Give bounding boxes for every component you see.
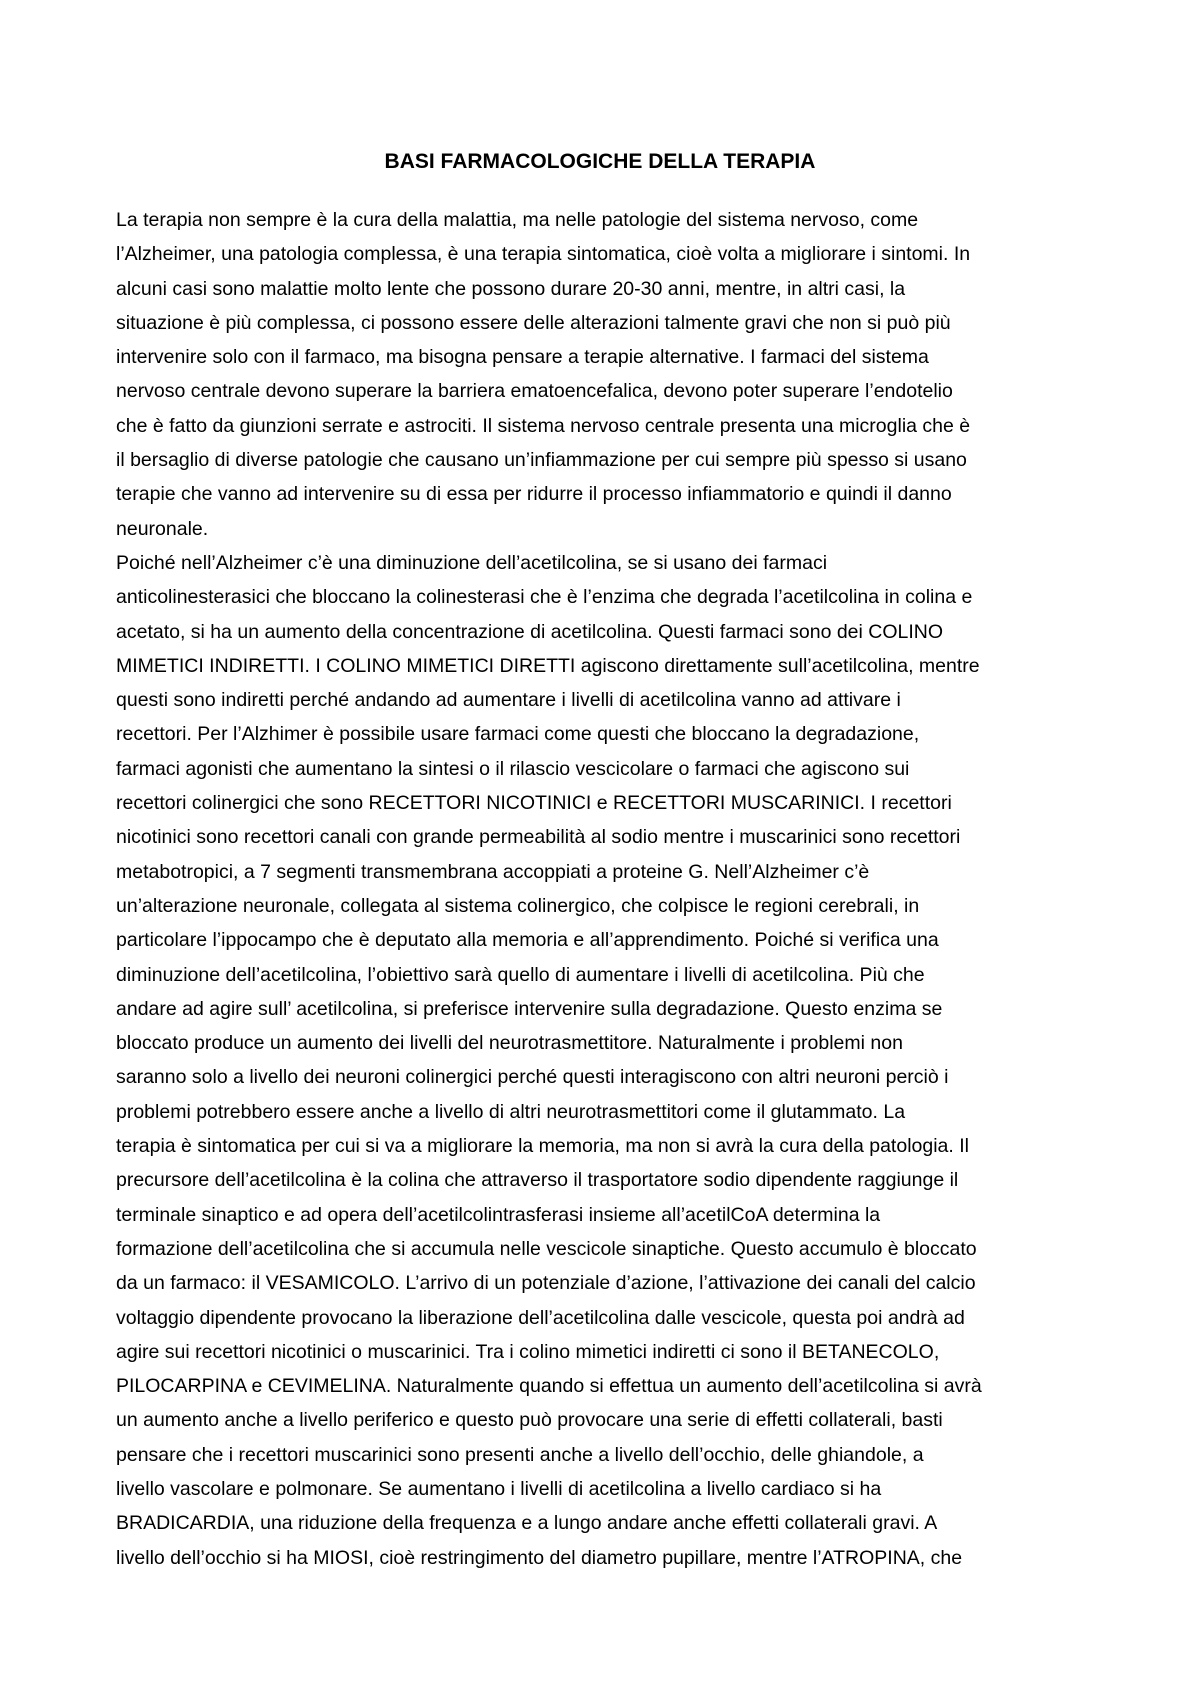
text-line: saranno solo a livello dei neuroni colinergici perché questi interagiscono con altri neuroni perciò i bbox=[116, 1066, 949, 1089]
text-line: problemi potrebbero essere anche a livello di altri neurotrasmettitori come il glutammato. La bbox=[116, 1100, 906, 1123]
document-title: BASI FARMACOLOGICHE DELLA TERAPIA bbox=[384, 150, 816, 173]
text-line: PILOCARPINA e CEVIMELINA. Naturalmente quando si effettua un aumento dell’acetilcolina si avrà bbox=[116, 1375, 982, 1398]
text-line: questi sono indiretti perché andando ad aumentare i livelli di acetilcolina vanno ad attivare i bbox=[116, 689, 901, 712]
text-line: formazione dell’acetilcolina che si accumula nelle vescicole sinaptiche. Questo accumulo è bloccato bbox=[116, 1237, 977, 1260]
text-line: terminale sinaptico e ad opera dell’acetilcolintrasferasi insieme all’acetilCoA determina la bbox=[116, 1203, 881, 1226]
text-line: agire sui recettori nicotinici o muscarinici. Tra i colino mimetici indiretti ci sono il BETANECOLO, bbox=[116, 1340, 940, 1363]
text-line: nervoso centrale devono superare la barriera ematoencefalica, devono poter superare l’endotelio bbox=[116, 380, 953, 403]
text-line: livello dell’occhio si ha MIOSI, cioè restringimento del diametro pupillare, mentre l’ATROPINA, che bbox=[116, 1546, 963, 1569]
text-line: che è fatto da giunzioni serrate e astrociti. Il sistema nervoso centrale presenta una microglia che è bbox=[116, 414, 971, 437]
text-line: alcuni casi sono malattie molto lente che possono durare 20-30 anni, mentre, in altri casi, la bbox=[116, 277, 906, 300]
text-line: acetato, si ha un aumento della concentrazione di acetilcolina. Questi farmaci sono dei COLINO bbox=[116, 620, 944, 643]
text-line: farmaci agonisti che aumentano la sintesi o il rilascio vescicolare o farmaci che agiscono sui bbox=[116, 757, 910, 780]
text-line: recettori. Per l’Alzhimer è possibile usare farmaci come questi che bloccano la degradazione, bbox=[116, 723, 920, 746]
text-line: nicotinici sono recettori canali con grande permeabilità al sodio mentre i muscarinici sono recettori bbox=[116, 826, 961, 849]
document-body bbox=[116, 203, 1096, 1575]
text-line: particolare l’ippocampo che è deputato alla memoria e all’apprendimento. Poiché si verifica una bbox=[116, 929, 939, 952]
text-line: precursore dell’acetilcolina è la colina che attraverso il trasportatore sodio dipendente raggiunge il bbox=[116, 1169, 959, 1192]
text-line: andare ad agire sull’ acetilcolina, si preferisce intervenire sulla degradazione. Questo enzima se bbox=[116, 997, 943, 1020]
text-line: metabotropici, a 7 segmenti transmembrana accoppiati a proteine G. Nell’Alzheimer c’è bbox=[116, 860, 870, 883]
text-line: BRADICARDIA, una riduzione della frequenza e a lungo andare anche effetti collaterali gravi. A bbox=[116, 1512, 938, 1535]
text-line: un aumento anche a livello periferico e questo può provocare una serie di effetti collaterali, basti bbox=[116, 1409, 943, 1432]
text-line: il bersaglio di diverse patologie che causano un’infiammazione per cui sempre più spesso si usano bbox=[116, 449, 967, 472]
text-line: neuronale. bbox=[116, 517, 209, 540]
text-line: anticolinesterasici che bloccano la colinesterasi che è l’enzima che degrada l’acetilcolina in colina e bbox=[116, 586, 973, 609]
text-line: recettori colinergici che sono RECETTORI NICOTINICI e RECETTORI MUSCARINICI. I recettori bbox=[116, 792, 952, 815]
text-line: bloccato produce un aumento dei livelli del neurotrasmettitore. Naturalmente i problemi non bbox=[116, 1032, 903, 1055]
text-line: intervenire solo con il farmaco, ma bisogna pensare a terapie alternative. I farmaci del sistema bbox=[116, 346, 929, 369]
text-line: terapie che vanno ad intervenire su di essa per ridurre il processo infiammatorio e quindi il danno bbox=[116, 483, 952, 506]
text-line: l’Alzheimer, una patologia complessa, è una terapia sintomatica, cioè volta a migliorare i sintomi. In bbox=[116, 243, 971, 266]
text-line: livello vascolare e polmonare. Se aumentano i livelli di acetilcolina a livello cardiaco si ha bbox=[116, 1477, 882, 1500]
text-line: pensare che i recettori muscarinici sono presenti anche a livello dell’occhio, delle ghiandole, a bbox=[116, 1443, 924, 1466]
text-line: voltaggio dipendente provocano la liberazione dell’acetilcolina dalle vescicole, questa poi andrà ad bbox=[116, 1306, 965, 1329]
text-line: da un farmaco: il VESAMICOLO. L’arrivo di un potenziale d’azione, l’attivazione dei canali del calcio bbox=[116, 1272, 976, 1295]
text-line: MIMETICI INDIRETTI. I COLINO MIMETICI DIRETTI agiscono direttamente sull’acetilcolina, mentre bbox=[116, 654, 980, 677]
text-line: terapia è sintomatica per cui si va a migliorare la memoria, ma non si avrà la cura della patologia. Il bbox=[116, 1135, 969, 1158]
text-line: un’alterazione neuronale, collegata al sistema colinergico, che colpisce le regioni cerebrali, in bbox=[116, 894, 920, 917]
text-line: situazione è più complessa, ci possono essere delle alterazioni talmente gravi che non si può più bbox=[116, 311, 951, 334]
text-line: La terapia non sempre è la cura della malattia, ma nelle patologie del sistema nervoso, come bbox=[116, 209, 919, 231]
text-line: Poiché nell’Alzheimer c’è una diminuzione dell’acetilcolina, se si usano dei farmaci bbox=[116, 551, 828, 574]
text-line: diminuzione dell’acetilcolina, l’obiettivo sarà quello di aumentare i livelli di acetilcolina. Più che bbox=[116, 963, 925, 986]
